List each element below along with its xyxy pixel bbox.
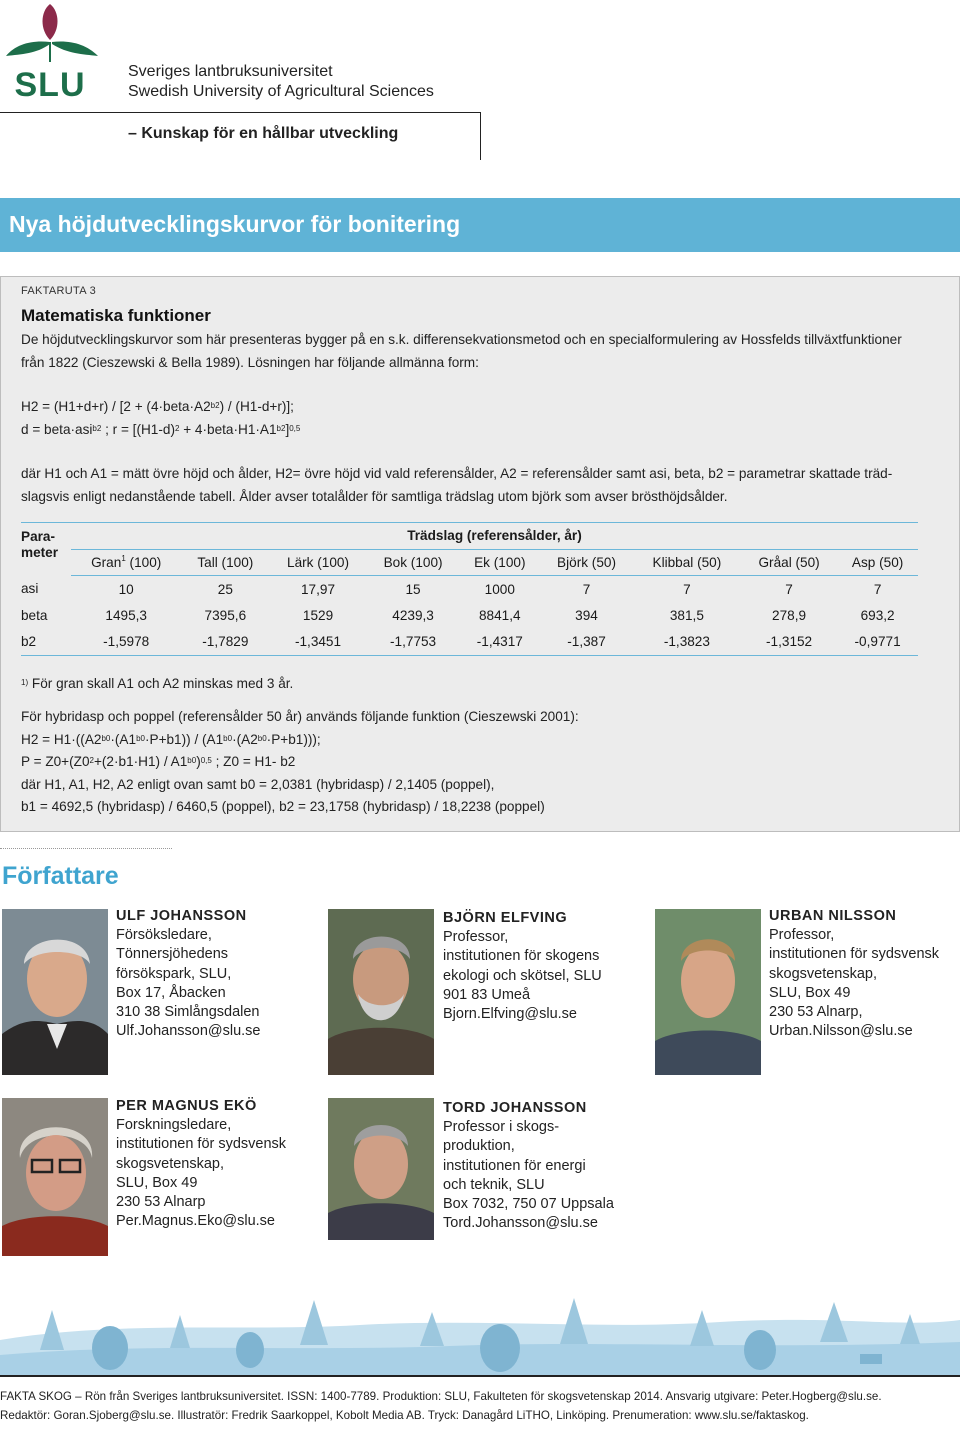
authors-divider bbox=[0, 848, 172, 849]
table-cell: 1495,3 bbox=[105, 607, 147, 623]
table-cell: 7 bbox=[582, 581, 591, 597]
footer bbox=[0, 1387, 960, 1425]
fact-box-title: Matematiska funktioner bbox=[21, 306, 211, 325]
author-photo-urban-nilsson bbox=[655, 909, 761, 1075]
author-name: BJÖRN ELFVING bbox=[443, 910, 568, 926]
author-urban-nilsson: URBAN NILSSON Professor, institutionen för sydsvensk skogsvetenskap, SLU, Box 49 230 53 Alnarp, Urban.Nilsson@slu.se bbox=[769, 907, 939, 1041]
table-cell: 7 bbox=[873, 581, 882, 597]
author-bjorn-elfving: BJÖRN ELFVING Professor, institutionen för skogens ekologi och skötsel, SLU 901 83 Umeå Bjorn.Elfving@slu.se bbox=[443, 909, 602, 1024]
column-header: Ek (100) bbox=[459, 549, 540, 576]
title-banner bbox=[0, 198, 960, 252]
forest-landscape-illustration bbox=[0, 1270, 960, 1375]
footer-line-2: Redaktör: Goran.Sjoberg@slu.se. Illustratör: Fredrik Saarkoppel, Kobolt Media AB. Tryck: Danagård LiTHO, Linköping. Prenumeration: www.slu.se/faktaskog. bbox=[0, 1409, 809, 1422]
fact-box-label: FAKTARUTA 3 bbox=[21, 285, 97, 297]
parameter-table bbox=[21, 522, 918, 656]
table-cell: -1,7753 bbox=[367, 629, 460, 656]
table-cell: 278,9 bbox=[772, 607, 807, 623]
table-cell: 15 bbox=[405, 581, 421, 597]
table-row bbox=[21, 602, 918, 629]
author-ulf-johansson: ULF JOHANSSON Försöksledare, Tönnersjöhedens försökspark, SLU, Box 17, Åbacken 310 38 Simlångsdalen Ulf.Johansson@slu.se bbox=[116, 907, 260, 1041]
footer-divider bbox=[0, 1375, 960, 1377]
author-email: Tord.Johansson@slu.se bbox=[443, 1215, 598, 1232]
authors-heading: Författare bbox=[2, 862, 119, 890]
hybrid-formula-h2: $H2 = H1\cdot((A2^{b0}\cdot(A1^{b0}\cdot P+b1)) / (A1^{b0}\cdot(A2^{b0}\cdot P+b1)))$; bbox=[21, 731, 321, 747]
species-group-header: Trädslag (referensålder, år) bbox=[71, 523, 918, 550]
slu-logo bbox=[2, 0, 102, 100]
row-label: b2 bbox=[21, 629, 71, 656]
hybrid-where-1: där H1, A1, H2, A2 enligt ovan samt b0 = 2,0381 (hybridasp) / 2,1405 (poppel), bbox=[21, 776, 495, 792]
table-cell: -1,387 bbox=[540, 629, 633, 656]
hybrid-formula-block bbox=[21, 706, 941, 819]
table-cell: -1,7829 bbox=[181, 629, 269, 656]
table-cell: 394 bbox=[575, 607, 598, 623]
table-cell: 381,5 bbox=[669, 607, 704, 623]
formula-block bbox=[21, 396, 941, 441]
table-row bbox=[21, 576, 918, 603]
hybrid-intro: För hybridasp och poppel (referensålder 50 år) används följande funktion (Cieszewski 2001): bbox=[21, 709, 579, 724]
table-cell: 7 bbox=[785, 581, 793, 597]
table-footnote: $^{1)}$ För gran skall A1 och A2 minskas med 3 år. bbox=[21, 676, 294, 691]
row-label: beta bbox=[21, 607, 48, 623]
table-cell: 1529 bbox=[302, 607, 334, 623]
university-name-sv: Sveriges lantbruksuniversitet bbox=[128, 63, 333, 80]
author-name: URBAN NILSSON bbox=[769, 908, 897, 924]
table-header-row bbox=[21, 549, 918, 576]
table-cell: -1,4317 bbox=[459, 629, 540, 656]
author-email: Per.Magnus.Eko@slu.se bbox=[116, 1213, 275, 1230]
author-name: PER MAGNUS EKÖ bbox=[116, 1098, 257, 1114]
intro-line-2: från 1822 (Cieszewski & Bella 1989). Lösningen har följande allmänna form: bbox=[21, 354, 479, 370]
author-email: Ulf.Johansson@slu.se bbox=[116, 1023, 261, 1040]
header-divider-vertical bbox=[480, 112, 481, 160]
author-photo-bjorn-elfving bbox=[328, 909, 434, 1075]
column-header: Gråal (50) bbox=[741, 549, 837, 576]
row-label: asi bbox=[21, 581, 39, 597]
table-row bbox=[21, 629, 918, 656]
explanation-line-2: slagsvis enligt nedanstående tabell. Ålder avser totalålder för samtliga trädslag utom björk som avser brösthöjdsålder. bbox=[21, 488, 728, 504]
explanation-line-1: där H1 och A1 = mätt övre höjd och ålder, H2= övre höjd vid vald referensålder, A2 = referensålder samt asi, beta, b2 = parametrar skattade träd- bbox=[21, 466, 893, 481]
column-header: Klibbal (50) bbox=[633, 549, 741, 576]
table-cell: 4239,3 bbox=[392, 607, 434, 623]
param-header: Para- meter bbox=[21, 523, 71, 576]
table-cell: -1,3823 bbox=[633, 629, 741, 656]
column-header: Björk (50) bbox=[540, 549, 633, 576]
author-tord-johansson: TORD JOHANSSON Professor i skogs- produktion, institutionen för energi och teknik, SLU Box 7032, 750 07 Uppsala Tord.Johansson@slu.se bbox=[443, 1099, 614, 1233]
hybrid-where-2: b1 = 4692,5 (hybridasp) / 6460,5 (poppel), b2 = 23,1758 (hybridasp) / 18,2238 (poppel) bbox=[21, 799, 545, 814]
table-cell: -0,9771 bbox=[837, 629, 918, 656]
author-photo-tord-johansson bbox=[328, 1098, 434, 1240]
fact-box-intro bbox=[21, 329, 941, 374]
author-email: Bjorn.Elfving@slu.se bbox=[443, 1006, 577, 1023]
variable-explanation bbox=[21, 463, 941, 508]
column-header: Tall (100) bbox=[181, 549, 269, 576]
table-cell: 693,2 bbox=[860, 607, 895, 623]
hybrid-formula-p: $P = Z0+(Z0^2+(2\cdot b1\cdot H1) / A1^{b0})^{0,5}$ ; Z0 = H1- b2 bbox=[21, 754, 296, 769]
svg-text:SLU: SLU bbox=[14, 66, 86, 100]
column-header: Bok (100) bbox=[367, 549, 460, 576]
author-per-magnus-eko: PER MAGNUS EKÖ Forskningsledare, institutionen för sydsvensk skogsvetenskap, SLU, Box 49 230 53 Alnarp Per.Magnus.Eko@slu.se bbox=[116, 1097, 286, 1231]
table-cell: 1000 bbox=[484, 581, 515, 597]
fact-box bbox=[0, 276, 960, 832]
table-cell: -1,3152 bbox=[741, 629, 837, 656]
table-cell: 10 bbox=[118, 581, 134, 597]
author-photo-per-magnus-eko bbox=[2, 1098, 108, 1256]
formula-h2: $H2 = (H1+d+r) / [2 + (4\cdot beta\cdot A2^{b2}) / (H1-d+r)]$; bbox=[21, 399, 294, 414]
university-name-en: Swedish University of Agricultural Sciences bbox=[128, 83, 434, 100]
author-photo-ulf-johansson bbox=[2, 909, 108, 1075]
footer-line-1: FAKTA SKOG – Rön från Sveriges lantbruksuniversitet. ISSN: 1400-7789. Produktion: SLU, Fakulteten för skogsvetenskap 2014. Ansvarig utgivare: Peter.Hogberg@slu.se. bbox=[0, 1390, 882, 1403]
column-header: Gran$^1$ (100) bbox=[71, 549, 181, 576]
table-cell: 17,97 bbox=[301, 581, 336, 597]
table-cell: -1,5978 bbox=[71, 629, 181, 656]
header-divider bbox=[0, 112, 481, 113]
author-email: Urban.Nilsson@slu.se bbox=[769, 1023, 913, 1040]
table-cell: 8841,4 bbox=[479, 607, 521, 623]
author-name: TORD JOHANSSON bbox=[443, 1100, 587, 1116]
table-cell: 7395,6 bbox=[204, 607, 247, 623]
formula-d-r: d = beta·asi$^{b2}$ ; $r = [(H1-d)^2$ + $4\cdot beta\cdot H1\cdot A1^{b2}]^{0,5}$ bbox=[21, 421, 301, 437]
table-cell: 25 bbox=[217, 581, 233, 597]
column-header: Lärk (100) bbox=[269, 549, 366, 576]
university-name bbox=[128, 62, 434, 102]
author-name: ULF JOHANSSON bbox=[116, 908, 247, 924]
table-cell: 7 bbox=[683, 581, 691, 597]
column-header: Asp (50) bbox=[837, 549, 918, 576]
table-cell: -1,3451 bbox=[269, 629, 366, 656]
page-title: Nya höjdutvecklingskurvor för bonitering bbox=[9, 211, 461, 237]
tagline: – Kunskap för en hållbar utveckling bbox=[128, 125, 399, 142]
intro-line-1: De höjdutvecklingskurvor som här presenteras bygger på en s.k. differensekvationsmetod och en specialformulering av Hossfelds tillväxtfunktioner bbox=[21, 332, 902, 347]
